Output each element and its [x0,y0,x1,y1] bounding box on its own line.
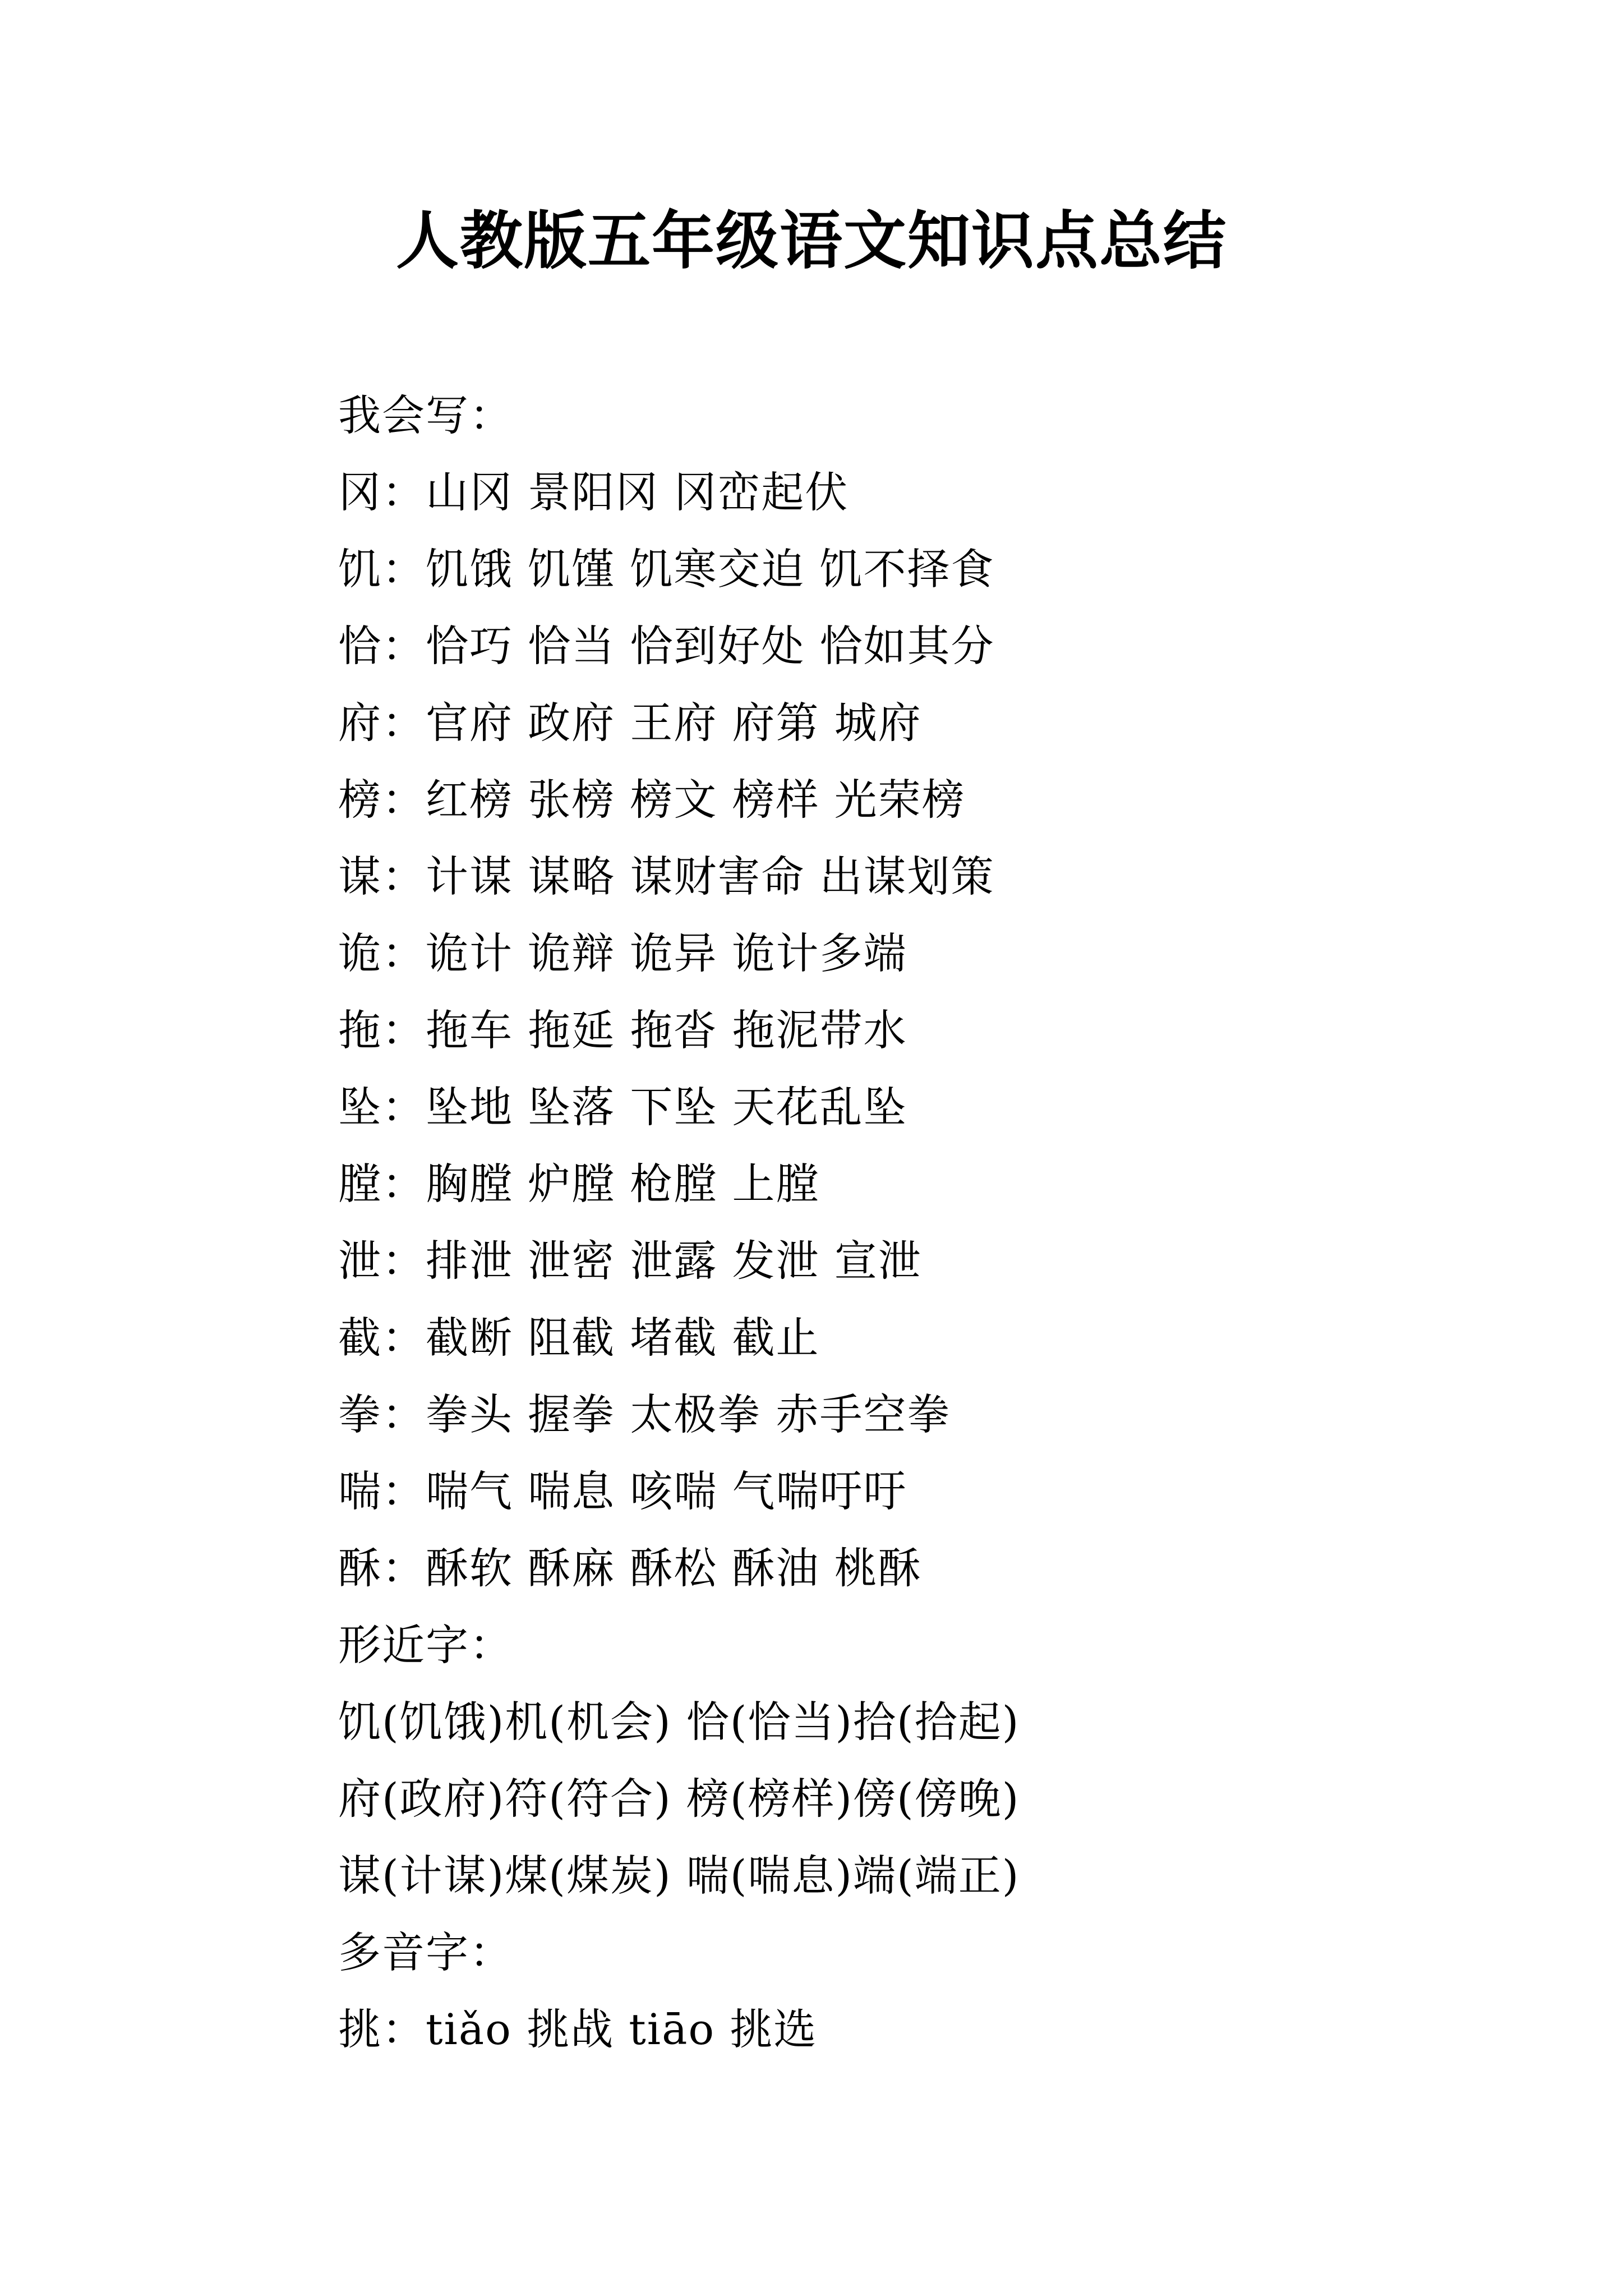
text-line: 府(政府)符(符合) 榜(榜样)傍(傍晚) [338,1774,1020,1824]
text-line: 膛：胸膛 炉膛 枪膛 上膛 [338,1159,820,1209]
text-line: 饥(饥饿)机(机会) 恰(恰当)拾(拾起) [338,1697,1020,1747]
text-line: 坠：坠地 坠落 下坠 天花乱坠 [338,1082,907,1132]
text-line: 挑：tiǎo 挑战 tiāo 挑选 [338,2004,818,2054]
text-line: 府：官府 政府 王府 府第 城府 [338,698,922,748]
text-line: 恰：恰巧 恰当 恰到好处 恰如其分 [338,621,995,671]
section-heading-polyphone: 多音字： [338,1927,513,1977]
text-line: 截：截断 阻截 堵截 截止 [338,1313,820,1363]
text-line: 拳：拳头 握拳 太极拳 赤手空拳 [338,1389,951,1439]
text-line: 谋：计谋 谋略 谋财害命 出谋划策 [338,852,995,901]
document-body [338,377,1516,2068]
text-line: 谋(计谋)煤(煤炭) 喘(喘息)端(端正) [338,1851,1020,1901]
text-line: 酥：酥软 酥麻 酥松 酥油 桃酥 [338,1543,922,1593]
text-line: 泄：排泄 泄密 泄露 发泄 宣泄 [338,1236,922,1286]
text-line: 饥：饥饿 饥馑 饥寒交迫 饥不择食 [338,544,995,594]
text-line: 喘：喘气 喘息 咳喘 气喘吁吁 [338,1466,907,1516]
text-line: 拖：拖车 拖延 拖沓 拖泥带水 [338,1005,907,1055]
section-heading-write: 我会写： [338,390,513,440]
text-line: 榜：红榜 张榜 榜文 榜样 光荣榜 [338,775,966,825]
text-line: 冈：山冈 景阳冈 冈峦起伏 [338,467,849,517]
text-line: 诡：诡计 诡辩 诡异 诡计多端 [338,928,907,978]
section-heading-similar: 形近字： [338,1620,513,1670]
page-title: 人教版五年级语文知识点总结 [396,204,1227,278]
